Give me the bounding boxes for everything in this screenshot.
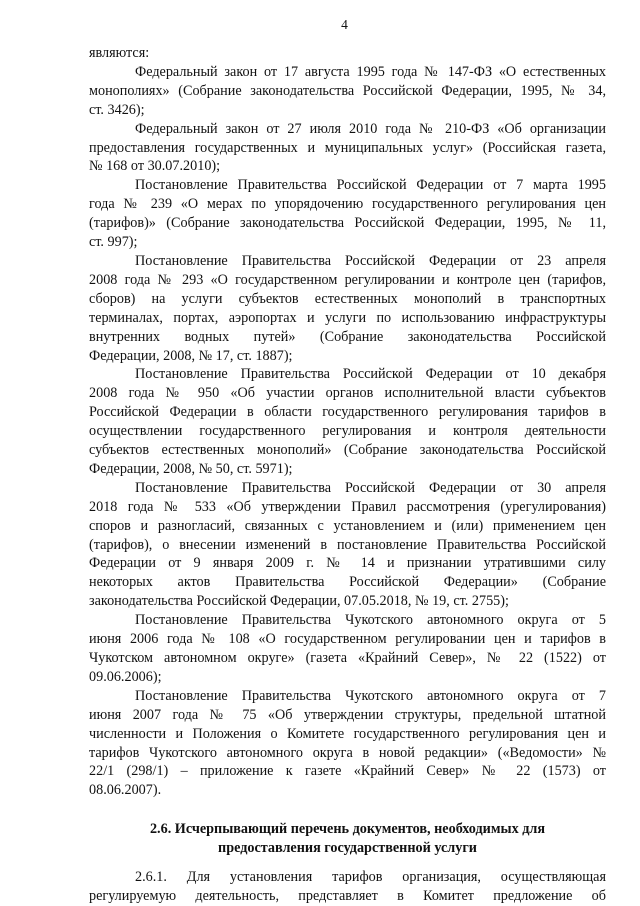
paragraph-line: 2008 года № 293 «О государственном регулировании и контроле цен (тарифов, [89,271,606,288]
paragraph-line: Российской Федерации в области государственного регулирования тарифов в [89,404,606,421]
page-number: 4 [341,17,348,32]
paragraph-line: осуществлении государственного регулирования и контроля деятельности [89,423,606,440]
paragraph-line: 22/1 (298/1) – приложение к газете «Крайний Север» № 22 (1573) от [89,763,606,780]
paragraph-line: Федерации, 2008, № 50, ст. 5971); [89,460,293,477]
paragraph-line: ст. 3426); [89,101,145,118]
paragraph-line: июня 2006 года № 108 «О государственном регулировании цен и тарифов в [89,631,606,648]
paragraph-line: численности и Положения о Комитете государственного регулирования цен и [89,725,606,742]
paragraph-line: 2.6.1. Для установления тарифов организация, осуществляющая [135,869,606,886]
paragraph-line: монополиях» (Собрание законодательства Российской Федерации, 1995, № 34, [89,82,606,99]
paragraph-line: Федерации, 2008, № 17, ст. 1887); [89,347,293,364]
paragraph-line: субъектов естественных монополий» (Собрание законодательства Российской [89,442,606,459]
section-heading [89,820,606,858]
legal-act-paragraph [89,120,606,177]
paragraph-line: тарифов Чукотского автономного округа в новой редакции» («Ведомости» № [89,744,606,761]
paragraph-line: 09.06.2006); [89,668,162,685]
section-heading-line: предоставления государственной услуги [218,840,477,857]
legal-act-paragraph [89,252,606,365]
legal-act-paragraph [89,176,606,252]
paragraph-line: споров и разногласий, связанных с установлением и (или) применением цен [89,517,606,534]
legal-act-paragraph [89,479,606,611]
paragraph-line: № 168 от 30.07.2010); [89,158,221,175]
paragraph-line: терминалах, портах, аэропортах и услуги по использованию инфраструктуры [89,309,606,326]
paragraph-line: 2008 года № 950 «Об участии органов исполнительной власти субъектов [89,385,606,402]
paragraph-line: Постановление Правительства Российской Федерации от 30 апреля [135,479,606,496]
paragraph-line: законодательства Российской Федерации, 07.05.2018, № 19, ст. 2755); [89,593,509,610]
paragraph-line: Чукотском автономном округе» (газета «Крайний Север», № 22 (1522) от [89,650,606,666]
legal-acts-list [89,63,606,800]
legal-act-paragraph [89,63,606,120]
paragraph-line: предоставления государственных и муниципальных услуг» (Российская газета, [89,139,606,156]
paragraph-line: Постановление Правительства Чукотского автономного округа от 5 [135,612,606,629]
paragraph-line: Постановление Правительства Российской Федерации от 7 марта 1995 [135,177,606,194]
legal-act-paragraph [89,687,606,800]
paragraph-line: некоторых актов Правительства Российской Федерации» (Собрание [89,574,606,591]
paragraph-line: сборов) на услуги субъектов естественных монополий в транспортных [89,290,606,307]
paragraph-line: ст. 997); [89,234,138,251]
legal-act-paragraph [89,611,606,687]
paragraph-line: Федеральный закон от 27 июля 2010 года № 210-ФЗ «Об организации [135,120,606,137]
section-heading-line: 2.6. Исчерпывающий перечень документов, необходимых для [149,821,546,838]
paragraph-line: 08.06.2007). [89,782,162,799]
paragraph-line: Федеральный закон от 17 августа 1995 года № 147-ФЗ «О естественных [135,63,606,80]
paragraph-line: Постановление Правительства Российской Федерации от 23 апреля [135,252,606,269]
legal-act-paragraph [89,365,606,478]
paragraph-line: Федерации от 9 января 2009 г. № 14 и признании утратившими силу [89,555,606,572]
paragraph-line: Постановление Правительства Российской Федерации от 10 декабря [135,366,606,383]
section-paragraph [89,868,606,906]
intro-text: являются: [89,45,150,61]
paragraph-line: года № 239 «О мерах по упорядочению государственного регулирования цен [89,196,606,213]
paragraph-line: 2018 года № 533 «Об утверждении Правил рассмотрения (урегулирования) [89,498,606,515]
paragraph-line: (тарифов), о внесении изменений в постановление Правительства Российской [89,536,606,553]
paragraph-line: Постановление Правительства Чукотского автономного округа от 7 [135,687,606,704]
paragraph-line: регулируемую деятельность, представляет в Комитет предложение об [89,887,606,904]
paragraph-line: внутренних водных путей» (Собрание законодательства Российской [89,328,606,345]
paragraph-line: июня 2007 года № 75 «Об утверждении структуры, предельной штатной [89,706,606,723]
paragraph-line: (тарифов)» (Собрание законодательства Российской Федерации, 1995, № 11, [89,215,606,232]
